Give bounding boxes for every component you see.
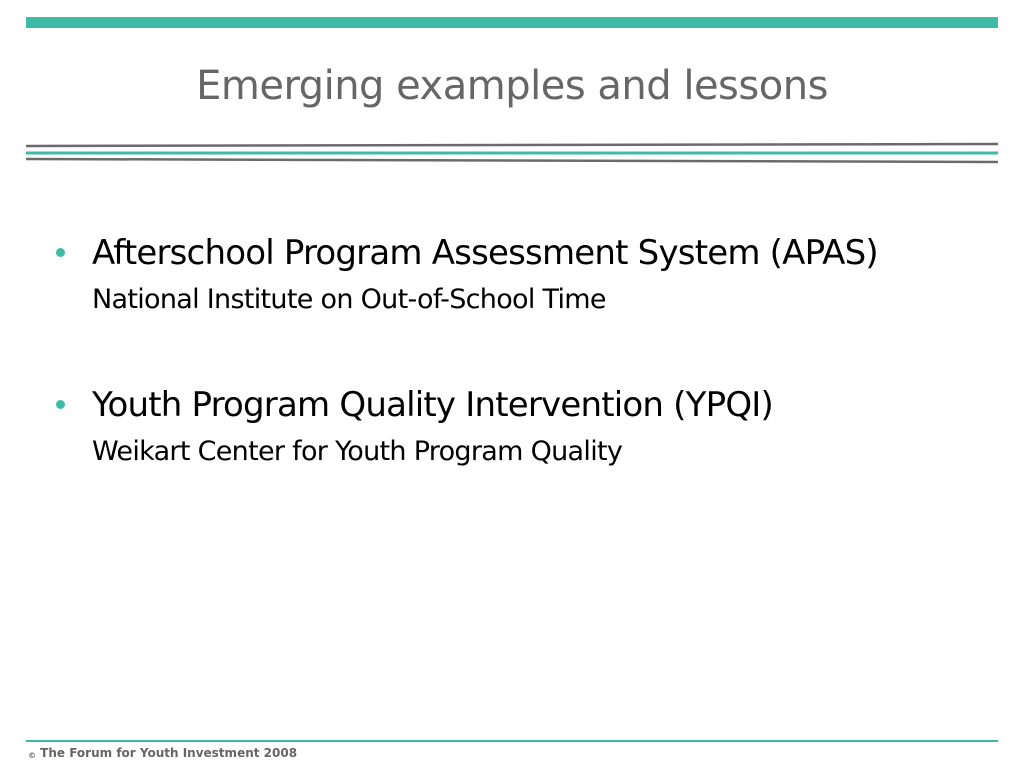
bullet-list bbox=[56, 226, 986, 530]
footer-divider bbox=[26, 740, 998, 742]
item-title: Youth Program Quality Intervention (YPQI) bbox=[92, 385, 773, 425]
item-title: Afterschool Program Assessment System (APAS) bbox=[92, 233, 878, 273]
bullet-dot-icon bbox=[56, 400, 65, 409]
bullet-dot-icon bbox=[56, 248, 65, 257]
footer-text: The Forum for Youth Investment 2008 bbox=[36, 746, 298, 760]
top-accent-bar bbox=[26, 17, 998, 28]
divider-line-bottom bbox=[26, 159, 998, 162]
slide-title: Emerging examples and lessons bbox=[196, 63, 828, 109]
list-item bbox=[56, 226, 986, 320]
footer-copyright bbox=[28, 746, 297, 760]
title-divider bbox=[26, 140, 998, 166]
item-subtitle: Weikart Center for Youth Program Quality bbox=[92, 436, 623, 467]
list-item bbox=[56, 378, 986, 472]
divider-line-top bbox=[26, 144, 998, 146]
item-subtitle: National Institute on Out-of-School Time bbox=[92, 284, 606, 315]
copyright-symbol: © bbox=[28, 751, 36, 760]
